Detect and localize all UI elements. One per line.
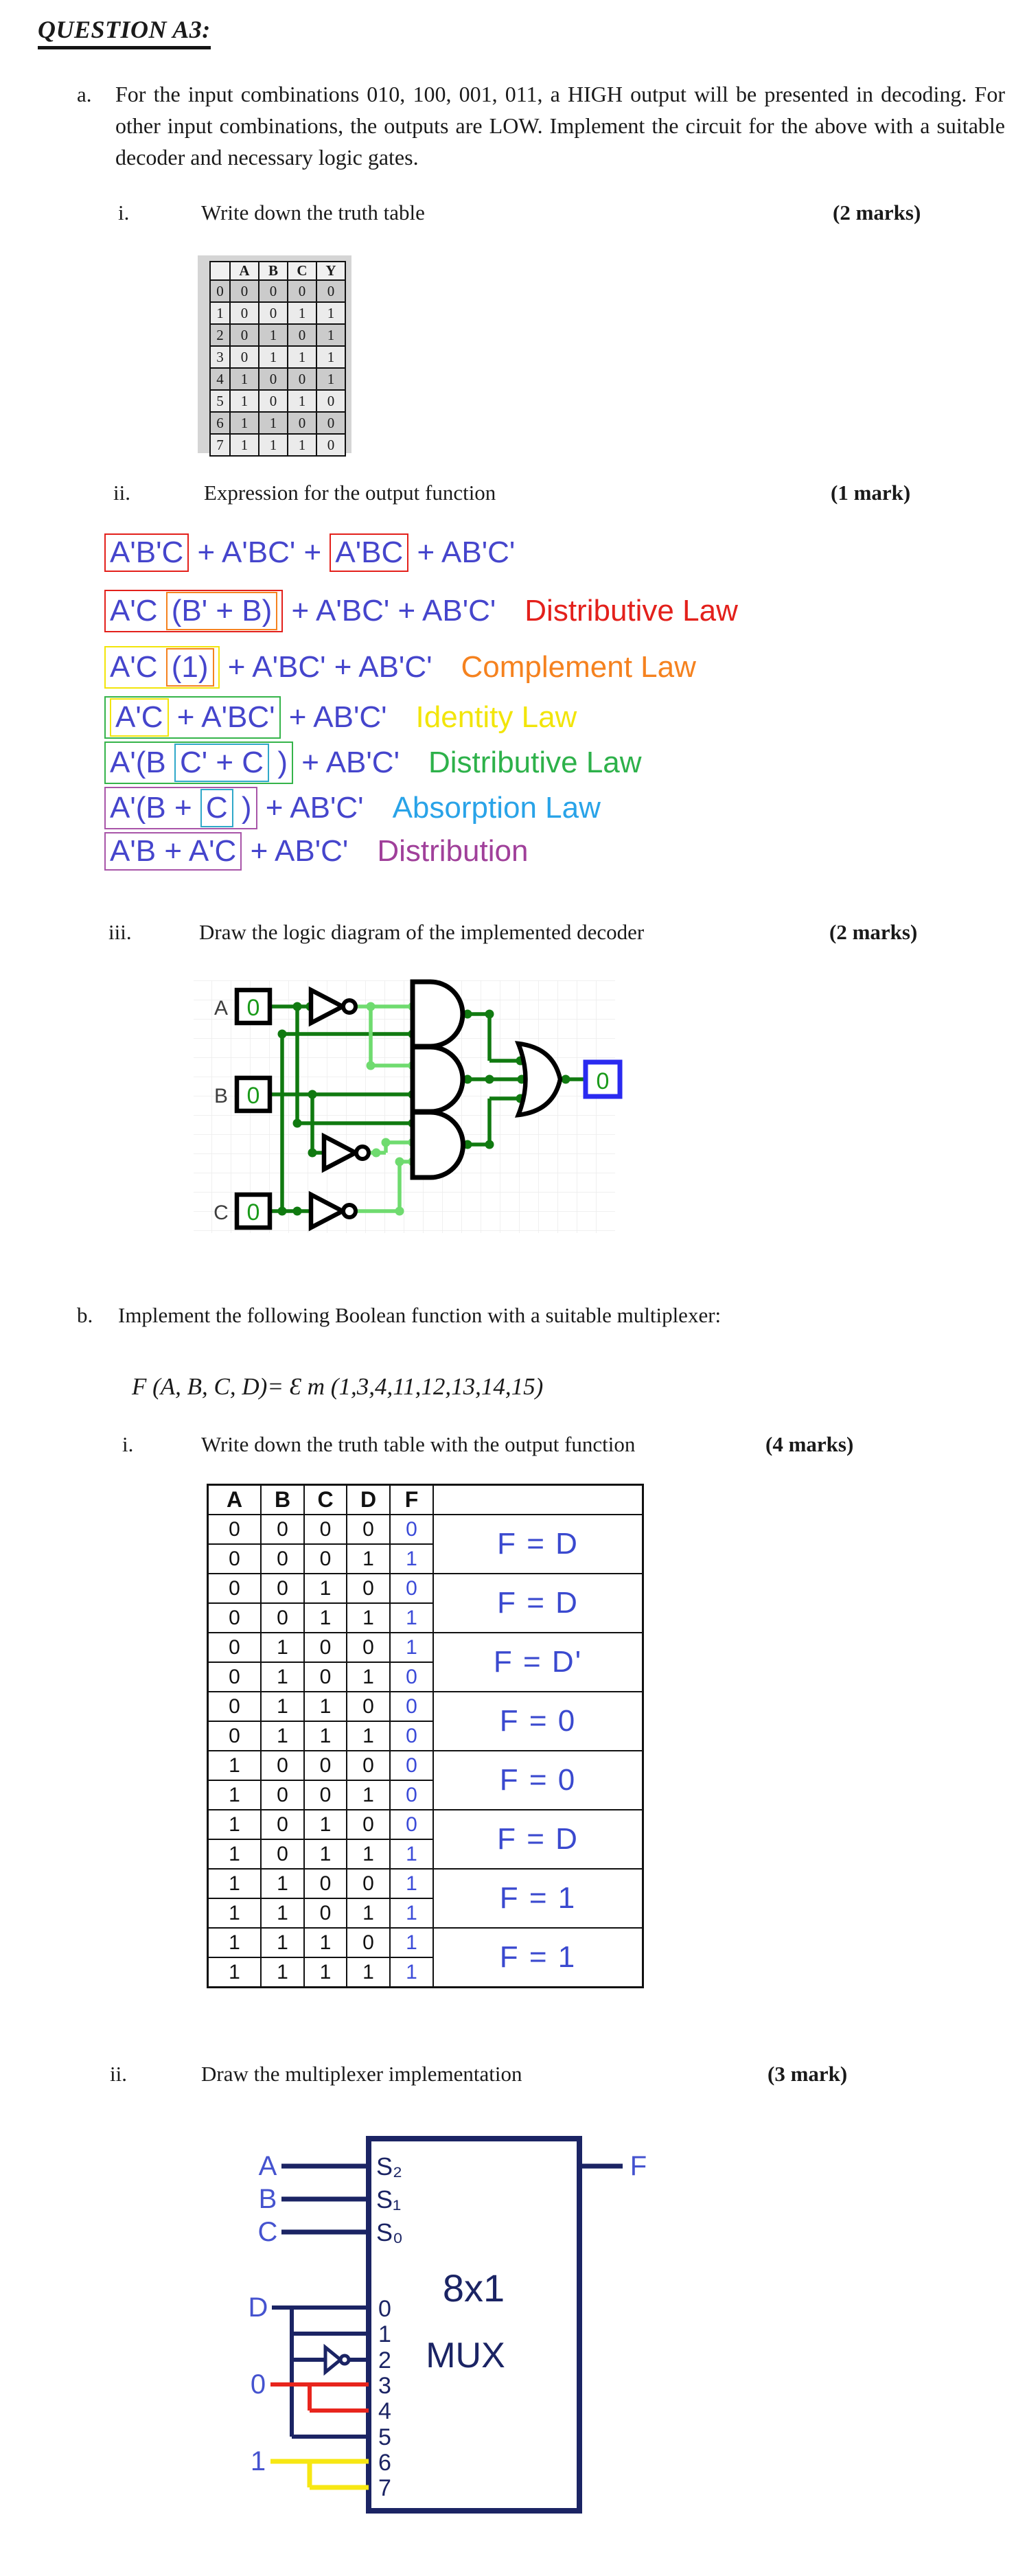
question-a-iii-marks: (2 marks) bbox=[829, 920, 918, 944]
mux-pin-numbers bbox=[378, 2296, 391, 2501]
tt2-cell: 1 bbox=[261, 1928, 304, 1957]
mux-input-b-label: B bbox=[258, 2184, 277, 2214]
tt2-header: C bbox=[304, 1485, 347, 1515]
mux-size-label: 8x1 bbox=[442, 2266, 505, 2310]
tt1-cell: 0 bbox=[210, 280, 230, 302]
mux-name-label: MUX bbox=[426, 2336, 505, 2376]
tt2-cell: 1 bbox=[261, 1869, 304, 1898]
question-a-i-text: Write down the truth table bbox=[201, 200, 425, 225]
tt2-cell: 0 bbox=[261, 1780, 304, 1810]
tt1-cell: 1 bbox=[259, 434, 288, 456]
tt2-annotation: F = D bbox=[433, 1515, 643, 1574]
tt1-cell: 1 bbox=[230, 434, 259, 456]
question-a-i-num: i. bbox=[118, 200, 130, 225]
expression-text: (B' + B) bbox=[171, 594, 273, 628]
tt2-cell: 0 bbox=[304, 1544, 347, 1574]
mux-output-f-label: F bbox=[630, 2151, 647, 2181]
tt2-cell: 0 bbox=[208, 1633, 262, 1662]
expression-text: (1) bbox=[171, 650, 209, 684]
decoder-logic-diagram bbox=[184, 975, 637, 1244]
tt1-header: A bbox=[230, 262, 259, 280]
tt2-cell: 1 bbox=[208, 1810, 262, 1839]
tt1-cell: 0 bbox=[259, 368, 288, 390]
tt1-cell: 1 bbox=[230, 368, 259, 390]
truth-table-2 bbox=[207, 1484, 644, 1988]
mux-zero-wires bbox=[270, 2384, 369, 2411]
tt2-cell: 1 bbox=[304, 1957, 347, 1988]
tt1-cell: 1 bbox=[288, 302, 316, 324]
tt2-cell: 1 bbox=[208, 1780, 262, 1810]
tt2-annotation: F = D' bbox=[433, 1633, 643, 1692]
expression-text: A'B'C bbox=[110, 536, 184, 569]
highlight-box-red bbox=[330, 533, 408, 572]
tt2-cell: 0 bbox=[347, 1633, 390, 1662]
mux-input-c-label: C bbox=[257, 2217, 278, 2247]
tt2-cell: 0 bbox=[347, 1928, 390, 1957]
tt2-cell: 1 bbox=[304, 1692, 347, 1721]
tt2-annotation: F = 0 bbox=[433, 1692, 643, 1751]
tt2-cell: 0 bbox=[390, 1780, 433, 1810]
expression-text: + A'BC' + AB'C' bbox=[283, 594, 496, 628]
tt2-cell: 0 bbox=[304, 1869, 347, 1898]
tt2-cell: 1 bbox=[347, 1721, 390, 1751]
tt2-cell: 1 bbox=[347, 1839, 390, 1869]
mux-pin-1: 1 bbox=[378, 2321, 391, 2347]
tt2-annotation: F = 0 bbox=[433, 1751, 643, 1810]
expression-text: + AB'C' bbox=[242, 834, 349, 868]
tt2-cell: 1 bbox=[390, 1957, 433, 1988]
expression-text: A'(B bbox=[110, 746, 174, 779]
tt1-cell: 3 bbox=[210, 346, 230, 368]
tt1-cell: 0 bbox=[316, 434, 345, 456]
tt1-cell: 0 bbox=[230, 302, 259, 324]
tt1-cell: 0 bbox=[288, 280, 316, 302]
tt1-cell: 7 bbox=[210, 434, 230, 456]
tt1-cell: 0 bbox=[230, 324, 259, 346]
tt2-cell: 1 bbox=[390, 1544, 433, 1574]
tt2-cell: 0 bbox=[261, 1574, 304, 1603]
tt2-cell: 1 bbox=[208, 1928, 262, 1957]
tt2-cell: 1 bbox=[304, 1810, 347, 1839]
tt1-header: C bbox=[288, 262, 316, 280]
tt2-header bbox=[433, 1485, 643, 1515]
table-row bbox=[210, 390, 345, 412]
mux-pin-3: 3 bbox=[378, 2373, 391, 2399]
table-row bbox=[210, 412, 345, 434]
question-a-iii-num: iii. bbox=[108, 920, 132, 944]
table-row bbox=[208, 1869, 643, 1898]
tt1-cell: 1 bbox=[259, 412, 288, 434]
tt1-cell: 1 bbox=[288, 346, 316, 368]
mux-s2-label: S₂ bbox=[376, 2152, 402, 2181]
tt1-cell: 0 bbox=[288, 324, 316, 346]
highlight-box-yellow bbox=[104, 646, 220, 689]
law-label: Complement Law bbox=[461, 650, 696, 684]
tt2-header: B bbox=[261, 1485, 304, 1515]
highlight-box-teal bbox=[174, 744, 269, 782]
law-label: Absorption Law bbox=[392, 791, 601, 825]
tt2-cell: 0 bbox=[390, 1515, 433, 1544]
question-b-ii-marks: (3 mark) bbox=[768, 2062, 848, 2086]
mux-not-gate-icon bbox=[325, 2347, 341, 2372]
tt1-cell: 1 bbox=[288, 434, 316, 456]
tt2-cell: 0 bbox=[390, 1751, 433, 1780]
tt1-cell: 0 bbox=[316, 390, 345, 412]
tt2-cell: 0 bbox=[347, 1810, 390, 1839]
tt2-cell: 1 bbox=[390, 1928, 433, 1957]
question-b-i-num: i. bbox=[122, 1432, 134, 1456]
tt2-cell: 1 bbox=[261, 1662, 304, 1692]
derivation-line bbox=[104, 646, 696, 689]
and-gate-2-icon bbox=[413, 1047, 463, 1112]
tt1-cell: 0 bbox=[230, 280, 259, 302]
and-gate-3-icon bbox=[413, 1112, 463, 1177]
tt2-cell: 0 bbox=[208, 1692, 262, 1721]
tt2-cell: 0 bbox=[261, 1515, 304, 1544]
part-b-label: b. bbox=[77, 1303, 93, 1327]
part-b-intro: Implement the following Boolean function with a suitable multiplexer: bbox=[118, 1303, 722, 1327]
tt1-cell: 1 bbox=[288, 390, 316, 412]
mux-pin-5: 5 bbox=[378, 2424, 391, 2450]
tt2-cell: 0 bbox=[390, 1692, 433, 1721]
law-label: Distributive Law bbox=[524, 594, 738, 628]
truth-table-1 bbox=[209, 261, 346, 457]
mux-pin-0: 0 bbox=[378, 2296, 391, 2322]
highlight-box-teal bbox=[200, 789, 233, 827]
tt2-cell: 0 bbox=[347, 1692, 390, 1721]
tt2-header: A bbox=[208, 1485, 262, 1515]
tt2-annotation: F = 1 bbox=[433, 1928, 643, 1988]
tt1-cell: 0 bbox=[316, 412, 345, 434]
tt2-cell: 0 bbox=[390, 1574, 433, 1603]
tt2-annotation: F = D bbox=[433, 1810, 643, 1869]
tt2-cell: 0 bbox=[304, 1662, 347, 1692]
table-row bbox=[210, 368, 345, 390]
derivation-line bbox=[104, 590, 738, 632]
tt1-cell: 5 bbox=[210, 390, 230, 412]
tt2-cell: 1 bbox=[208, 1869, 262, 1898]
tt2-cell: 1 bbox=[347, 1957, 390, 1988]
table-row bbox=[210, 280, 345, 302]
tt2-cell: 0 bbox=[261, 1544, 304, 1574]
tt2-cell: 1 bbox=[261, 1721, 304, 1751]
highlight-box-green bbox=[104, 741, 293, 784]
tt2-cell: 0 bbox=[390, 1721, 433, 1751]
mux-input-a-label: A bbox=[258, 2151, 277, 2181]
tt2-cell: 1 bbox=[390, 1633, 433, 1662]
table-row bbox=[208, 1692, 643, 1721]
tt2-cell: 0 bbox=[304, 1751, 347, 1780]
tt2-cell: 0 bbox=[261, 1751, 304, 1780]
expression-text: + A'BC' + AB'C' bbox=[219, 650, 432, 684]
expression-text: A'C bbox=[115, 700, 163, 734]
mux-const-one-label: 1 bbox=[250, 2446, 266, 2476]
tt2-cell: 0 bbox=[347, 1751, 390, 1780]
tt2-cell: 0 bbox=[208, 1544, 262, 1574]
tt2-cell: 0 bbox=[208, 1721, 262, 1751]
mux-pin-2: 2 bbox=[378, 2347, 391, 2373]
expression-text: A'B + A'C bbox=[110, 834, 237, 868]
question-a-ii-num: ii. bbox=[113, 481, 130, 505]
law-label: Identity Law bbox=[415, 700, 577, 734]
tt1-cell: 0 bbox=[288, 368, 316, 390]
page-title: QUESTION A3: bbox=[38, 15, 211, 49]
highlight-box-orange bbox=[166, 648, 214, 687]
tt2-cell: 0 bbox=[304, 1780, 347, 1810]
expression-text: A'C bbox=[110, 594, 166, 628]
part-a-intro: For the input combinations 010, 100, 001, 011, a HIGH output will be presented in decoding. For other input combinations, the outputs are LOW. Implement the circuit for the above with a suitable decoder and necessary logic gates. bbox=[115, 82, 1005, 170]
expression-text: + AB'C' bbox=[257, 791, 364, 825]
tt2-cell: 1 bbox=[347, 1780, 390, 1810]
question-b-i-marks: (4 marks) bbox=[765, 1432, 854, 1456]
tt2-cell: 1 bbox=[390, 1839, 433, 1869]
highlight-box-orange bbox=[166, 592, 278, 630]
tt2-cell: 1 bbox=[261, 1898, 304, 1928]
question-a-iii-text: Draw the logic diagram of the implemented decoder bbox=[199, 920, 645, 944]
mux-d-wires bbox=[272, 2308, 369, 2437]
tt1-cell: 6 bbox=[210, 412, 230, 434]
mux-pin-6: 6 bbox=[378, 2450, 391, 2476]
tt1-cell: 1 bbox=[230, 412, 259, 434]
derivation-line bbox=[104, 741, 642, 784]
output-value: 0 bbox=[596, 1068, 610, 1094]
table-row bbox=[208, 1751, 643, 1780]
mux-s0-label: S₀ bbox=[376, 2218, 403, 2246]
tt2-cell: 1 bbox=[347, 1898, 390, 1928]
question-a-ii-marks: (1 mark) bbox=[831, 481, 911, 505]
tt2-cell: 1 bbox=[261, 1957, 304, 1988]
highlight-box-purple bbox=[104, 787, 257, 829]
question-b-ii-num: ii. bbox=[110, 2062, 127, 2086]
tt2-cell: 1 bbox=[261, 1633, 304, 1662]
tt1-cell: 1 bbox=[316, 346, 345, 368]
mux-d-label: D bbox=[248, 2292, 268, 2323]
input-value-c: 0 bbox=[246, 1199, 260, 1226]
table-row bbox=[210, 324, 345, 346]
highlight-box-red bbox=[104, 533, 189, 572]
question-b-i-text: Write down the truth table with the output function bbox=[201, 1432, 636, 1456]
table-row bbox=[208, 1515, 643, 1544]
tt1-header: B bbox=[259, 262, 288, 280]
table-row bbox=[210, 434, 345, 456]
expression-text: C bbox=[205, 791, 228, 825]
highlight-box-red bbox=[104, 590, 283, 632]
tt1-cell: 1 bbox=[316, 368, 345, 390]
tt2-annotation: F = 1 bbox=[433, 1869, 643, 1928]
law-label: Distributive Law bbox=[428, 746, 642, 779]
mux-pin-7: 7 bbox=[378, 2475, 391, 2501]
derivation-line bbox=[104, 832, 528, 871]
tt1-cell: 1 bbox=[259, 346, 288, 368]
tt2-cell: 0 bbox=[390, 1810, 433, 1839]
tt2-cell: 1 bbox=[208, 1751, 262, 1780]
tt1-cell: 2 bbox=[210, 324, 230, 346]
tt2-cell: 0 bbox=[347, 1574, 390, 1603]
tt2-cell: 0 bbox=[208, 1662, 262, 1692]
tt1-cell: 1 bbox=[316, 302, 345, 324]
tt2-cell: 1 bbox=[304, 1574, 347, 1603]
mux-not-bubble-icon bbox=[341, 2356, 349, 2364]
derivation-line bbox=[104, 696, 577, 739]
expression-text: + A'BC' + bbox=[189, 536, 330, 569]
expression-text: + A'BC' bbox=[168, 700, 275, 734]
tt2-cell: 0 bbox=[208, 1603, 262, 1633]
tt1-cell: 0 bbox=[259, 280, 288, 302]
table-row bbox=[210, 346, 345, 368]
mux-pin-4: 4 bbox=[378, 2398, 391, 2424]
tt2-cell: 0 bbox=[347, 1515, 390, 1544]
derivation-line bbox=[104, 533, 515, 572]
tt1-cell: 0 bbox=[259, 390, 288, 412]
table-row bbox=[210, 302, 345, 324]
input-value-b: 0 bbox=[246, 1083, 260, 1109]
tt1-cell: 4 bbox=[210, 368, 230, 390]
tt1-cell: 1 bbox=[259, 324, 288, 346]
tt2-cell: 0 bbox=[208, 1574, 262, 1603]
expression-text: A'(B + bbox=[110, 791, 200, 825]
expression-text: + AB'C' bbox=[408, 536, 516, 569]
tt2-cell: 1 bbox=[208, 1839, 262, 1869]
tt2-cell: 0 bbox=[304, 1898, 347, 1928]
tt2-cell: 1 bbox=[304, 1928, 347, 1957]
boolean-function-formula: F (A, B, C, D)= Ɛ m (1,3,4,11,12,13,14,15) bbox=[132, 1373, 544, 1400]
tt2-cell: 1 bbox=[390, 1869, 433, 1898]
input-label-c: C bbox=[214, 1201, 229, 1224]
tt1-cell: 1 bbox=[230, 390, 259, 412]
tt1-cell: 1 bbox=[316, 324, 345, 346]
expression-text: + AB'C' bbox=[292, 746, 400, 779]
table-row bbox=[208, 1810, 643, 1839]
tt1-cell: 0 bbox=[259, 302, 288, 324]
part-a-label: a. bbox=[77, 82, 92, 106]
tt2-cell: 0 bbox=[261, 1839, 304, 1869]
highlight-box-green bbox=[104, 696, 281, 739]
tt2-cell: 1 bbox=[304, 1721, 347, 1751]
table-row bbox=[208, 1928, 643, 1957]
tt2-cell: 0 bbox=[304, 1515, 347, 1544]
tt2-cell: 1 bbox=[261, 1692, 304, 1721]
tt2-cell: 1 bbox=[390, 1898, 433, 1928]
mux-s1-label: S₁ bbox=[376, 2185, 402, 2213]
mux-one-wires bbox=[270, 2461, 369, 2487]
question-a-i-marks: (2 marks) bbox=[833, 200, 921, 225]
expression-text: C' + C bbox=[179, 746, 264, 779]
highlight-box-purple bbox=[104, 832, 242, 871]
tt2-cell: 1 bbox=[304, 1603, 347, 1633]
derivation-line bbox=[104, 787, 601, 829]
expression-text: ) bbox=[233, 791, 252, 825]
tt1-cell: 0 bbox=[230, 346, 259, 368]
tt2-cell: 1 bbox=[208, 1898, 262, 1928]
expression-text: A'C bbox=[110, 650, 166, 684]
tt2-cell: 0 bbox=[208, 1515, 262, 1544]
tt1-cell: 0 bbox=[316, 280, 345, 302]
tt2-cell: 0 bbox=[347, 1869, 390, 1898]
input-value-a: 0 bbox=[246, 995, 260, 1021]
expression-text: A'BC bbox=[335, 536, 404, 569]
expression-text: + AB'C' bbox=[280, 700, 387, 734]
input-label-b: B bbox=[214, 1085, 229, 1107]
tt1-cell: 0 bbox=[288, 412, 316, 434]
tt2-header: F bbox=[390, 1485, 433, 1515]
tt2-cell: 1 bbox=[390, 1603, 433, 1633]
output-pin bbox=[586, 1062, 620, 1096]
law-label: Distribution bbox=[377, 834, 529, 868]
question-b-ii-text: Draw the multiplexer implementation bbox=[201, 2062, 522, 2086]
tt1-header: Y bbox=[316, 262, 345, 280]
tt2-cell: 0 bbox=[390, 1662, 433, 1692]
tt2-header: D bbox=[347, 1485, 390, 1515]
expression-text: ) bbox=[269, 746, 288, 779]
tt2-cell: 0 bbox=[261, 1603, 304, 1633]
and-gate-1-icon bbox=[413, 982, 463, 1046]
mux-select-pin-labels bbox=[376, 2152, 403, 2246]
question-a-ii-text: Expression for the output function bbox=[204, 481, 496, 505]
truth-table-1-panel bbox=[198, 255, 351, 453]
tt2-annotation: F = D bbox=[433, 1574, 643, 1633]
tt2-cell: 1 bbox=[347, 1603, 390, 1633]
table-row bbox=[208, 1574, 643, 1603]
table-row bbox=[208, 1633, 643, 1662]
mux-implementation-diagram bbox=[227, 2125, 659, 2530]
highlight-box-yellow bbox=[110, 698, 169, 737]
tt2-cell: 0 bbox=[261, 1810, 304, 1839]
tt2-cell: 1 bbox=[208, 1957, 262, 1988]
tt1-cell: 1 bbox=[210, 302, 230, 324]
tt1-header bbox=[210, 262, 230, 280]
tt2-cell: 1 bbox=[347, 1544, 390, 1574]
tt2-cell: 1 bbox=[347, 1662, 390, 1692]
tt2-cell: 0 bbox=[304, 1633, 347, 1662]
tt2-cell: 1 bbox=[304, 1839, 347, 1869]
mux-const-zero-label: 0 bbox=[250, 2369, 266, 2400]
input-label-a: A bbox=[214, 997, 229, 1020]
